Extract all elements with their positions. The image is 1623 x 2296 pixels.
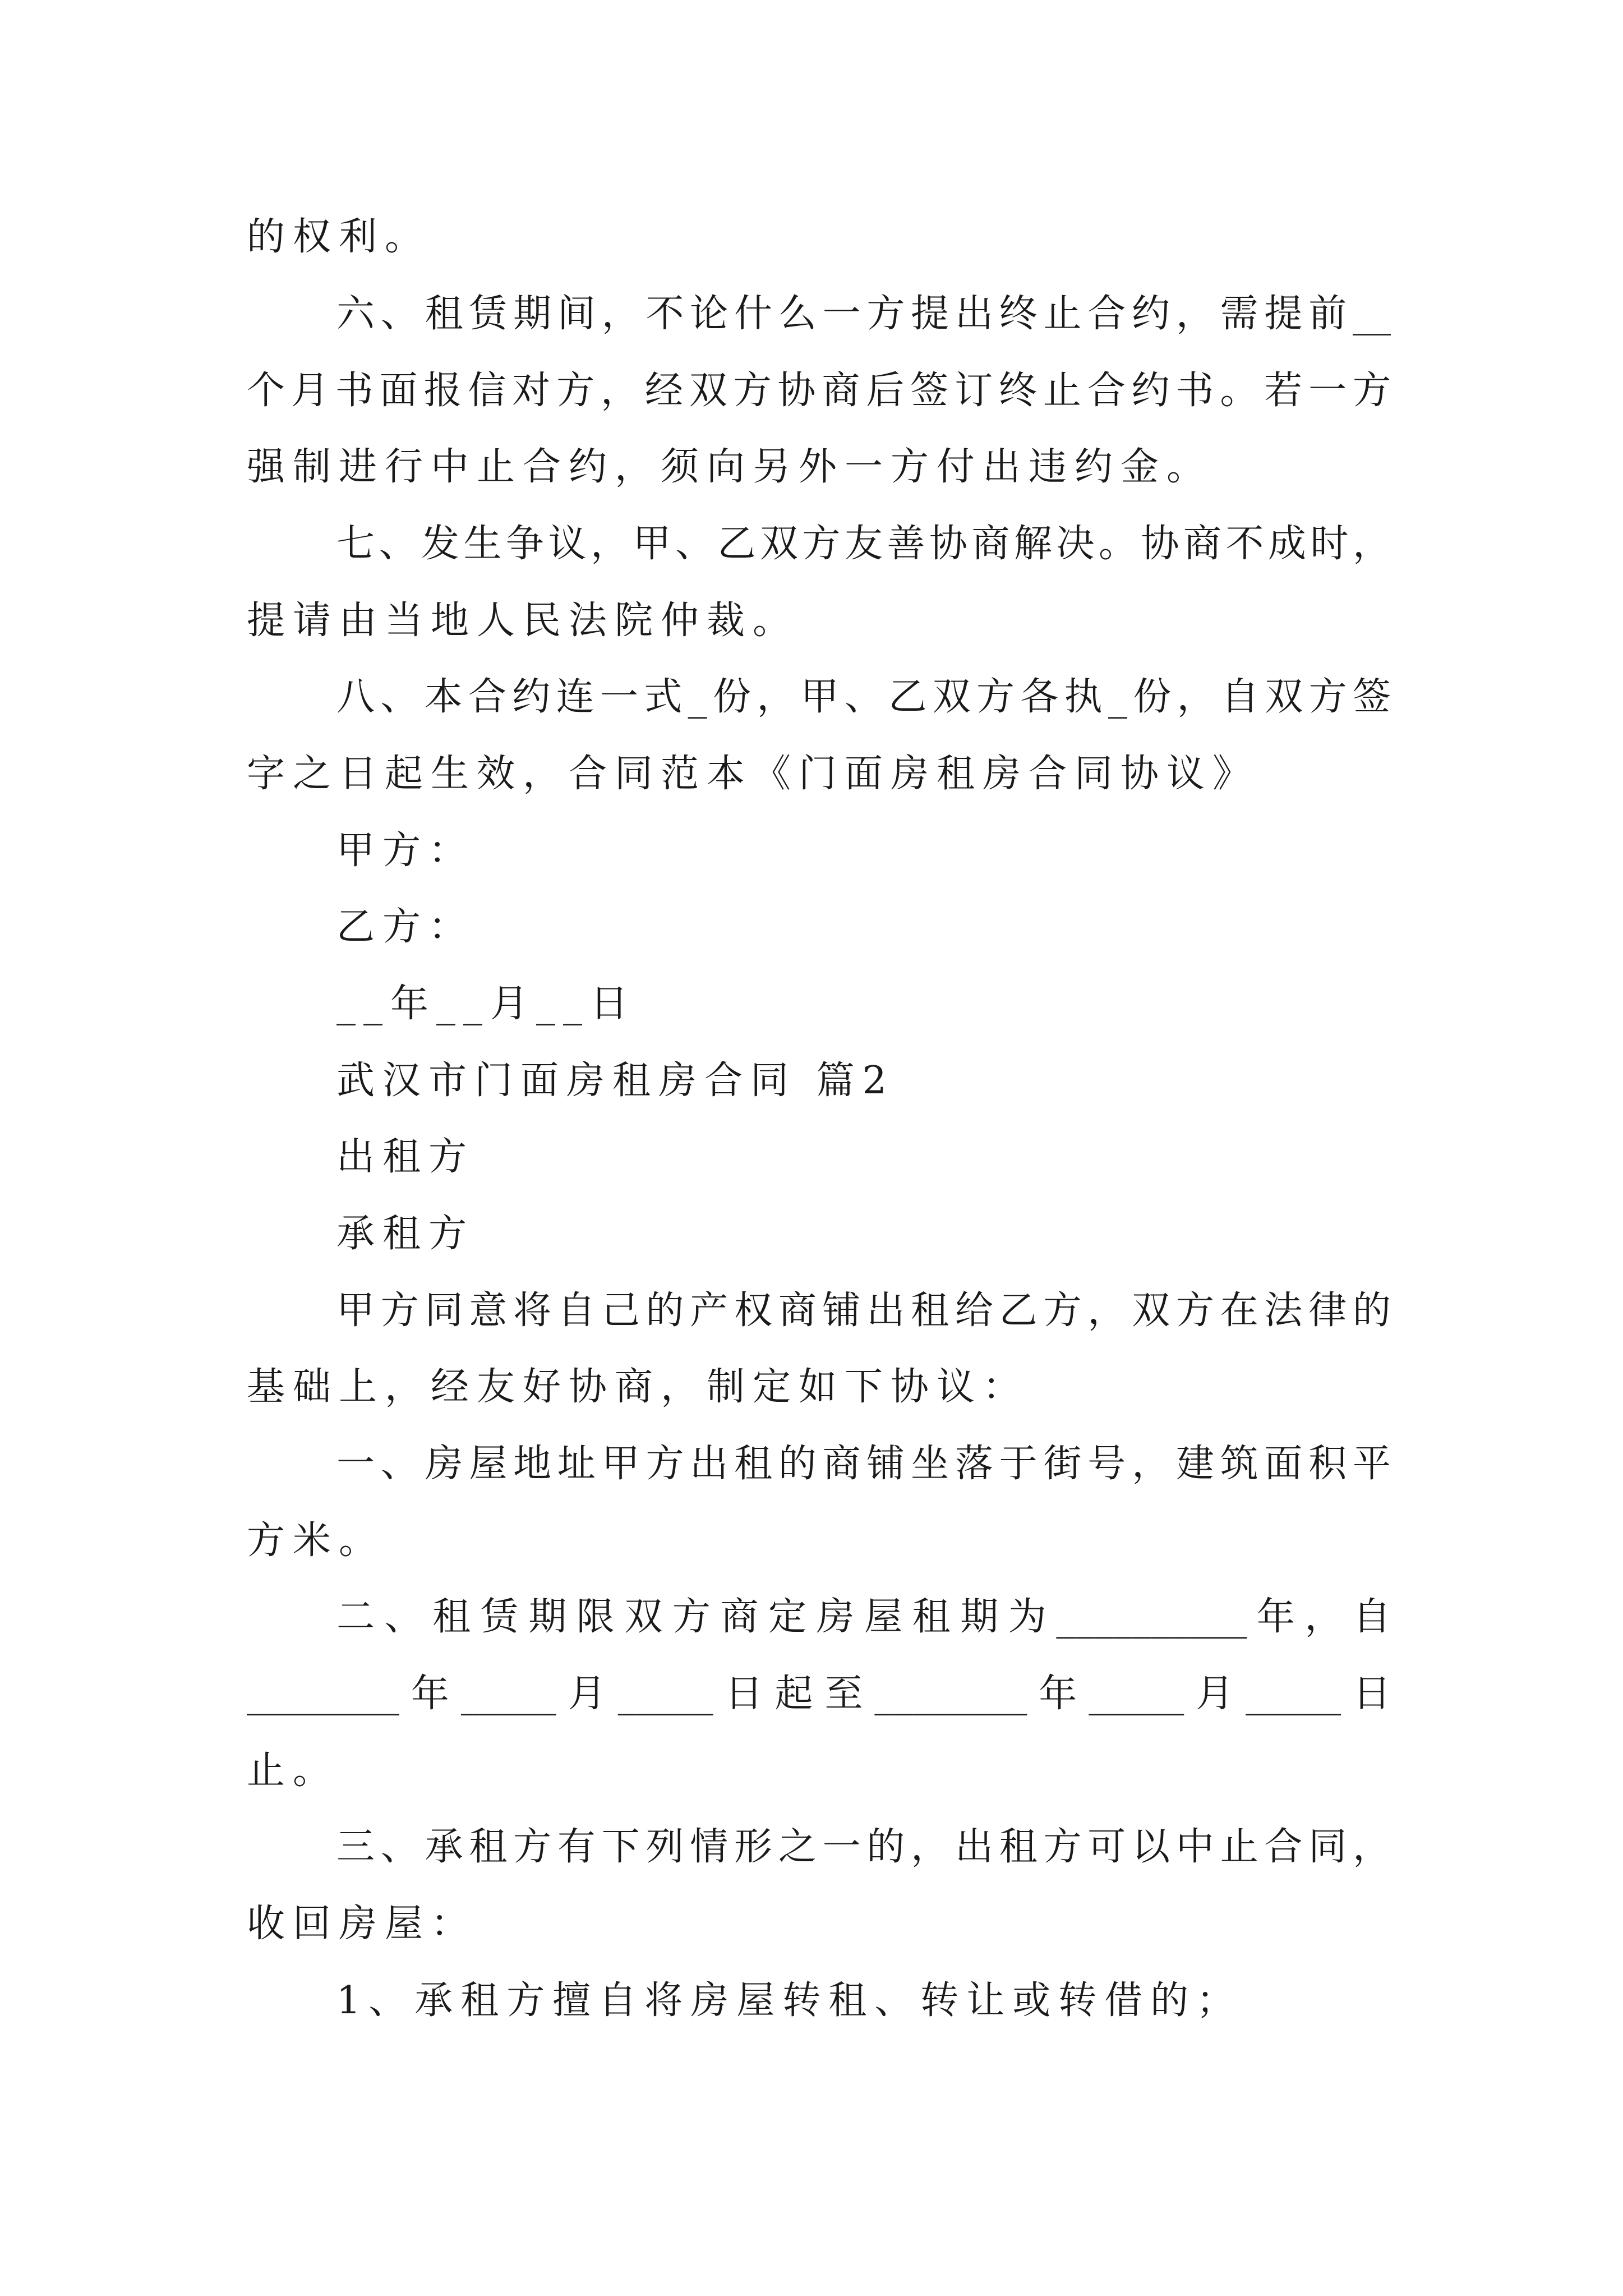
paragraph-six-line-1: 六、租赁期间，不论什么一方提出终止合约，需提前__ bbox=[336, 292, 1391, 336]
paragraph-seven-line-2: 提请由当地人民法院仲裁。 bbox=[247, 599, 799, 643]
clause-three-line-2: 收回房屋： bbox=[247, 1902, 477, 1946]
lessor-label: 出租方 bbox=[336, 1135, 475, 1179]
clause-one-line-2: 方米。 bbox=[247, 1519, 385, 1563]
paragraph-seven-line-1: 七、发生争议，甲、乙双方友善协商解决。协商不成时， bbox=[336, 522, 1391, 566]
paragraph-eight-line-2: 字之日起生效，合同范本《门面房租房合同协议》 bbox=[247, 752, 1259, 796]
clause-three-item-1: 1、承租方擅自将房屋转租、转让或转借的； bbox=[336, 1978, 1243, 2023]
date-line: __年__月__日 bbox=[336, 982, 637, 1026]
clause-two-line-1: 二、租赁期限双方商定房屋租期为__________年，自 bbox=[336, 1595, 1391, 1639]
paragraph-eight-line-1: 八、本合约连一式_份，甲、乙双方各执_份，自双方签 bbox=[336, 675, 1391, 719]
intro-line-1: 甲方同意将自己的产权商铺出租给乙方，双方在法律的 bbox=[336, 1289, 1391, 1333]
clause-three-line-1: 三、承租方有下列情形之一的，出租方可以中止合同， bbox=[336, 1825, 1391, 1869]
intro-line-2: 基础上，经友好协商，制定如下协议： bbox=[247, 1365, 1029, 1409]
text-line: 的权利。 bbox=[247, 215, 431, 259]
lessee-label: 承租方 bbox=[336, 1212, 475, 1256]
clause-two-line-2: ________年_____月_____日起至________年_____月_____日 bbox=[247, 1672, 1391, 1716]
clause-two-line-3: 止。 bbox=[247, 1749, 339, 1793]
party-b-label: 乙方： bbox=[336, 905, 475, 949]
clause-one-line-1: 一、房屋地址甲方出租的商铺坐落于街号，建筑面积平 bbox=[336, 1442, 1391, 1486]
paragraph-six-line-3: 强制进行中止合约，须向另外一方付出违约金。 bbox=[247, 445, 1213, 489]
paragraph-six-line-2: 个月书面报信对方，经双方协商后签订终止合约书。若一方 bbox=[247, 369, 1391, 413]
section-title: 武汉市门面房租房合同 篇2 bbox=[336, 1059, 895, 1103]
party-a-label: 甲方： bbox=[336, 829, 475, 873]
